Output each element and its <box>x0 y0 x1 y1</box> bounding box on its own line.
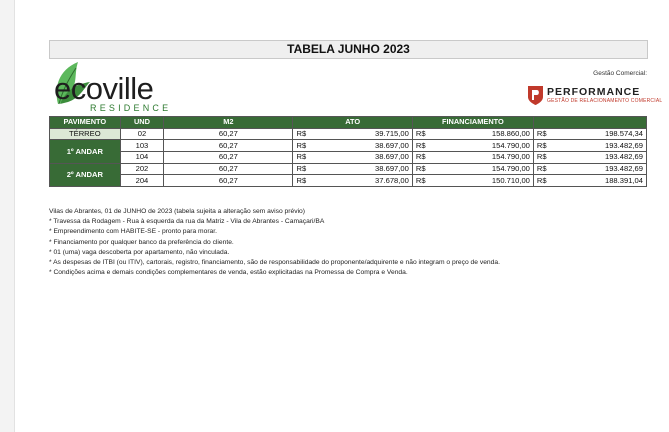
currency-symbol: R$ <box>533 152 553 164</box>
header-und: UND <box>120 117 164 129</box>
commercial-label: Gestão Comercial: <box>593 70 647 77</box>
header-total <box>533 117 646 129</box>
currency-symbol: R$ <box>412 140 432 152</box>
cell-und: 104 <box>120 152 164 164</box>
currency-symbol: R$ <box>412 128 432 140</box>
cell-total: 188.391,04 <box>554 175 647 187</box>
currency-symbol: R$ <box>293 175 313 187</box>
currency-symbol: R$ <box>412 152 432 164</box>
cell-und: 204 <box>120 175 164 187</box>
table-row <box>50 128 647 140</box>
currency-symbol: R$ <box>293 163 313 175</box>
performance-tagline: GESTÃO DE RELACIONAMENTO COMERCIAL <box>547 98 663 104</box>
cell-m2: 60,27 <box>164 175 293 187</box>
header-m2: M2 <box>164 117 293 129</box>
cell-total: 198.574,34 <box>554 128 647 140</box>
cell-ato: 38.697,00 <box>313 140 412 152</box>
cell-ato: 39.715,00 <box>313 128 412 140</box>
table-row <box>50 175 647 187</box>
performance-logo <box>527 84 663 108</box>
cell-ato: 38.697,00 <box>313 152 412 164</box>
page-title: TABELA JUNHO 2023 <box>49 40 648 59</box>
floor-1-andar: 1º ANDAR <box>50 140 121 163</box>
currency-symbol: R$ <box>533 128 553 140</box>
cell-und: 103 <box>120 140 164 152</box>
currency-symbol: R$ <box>533 140 553 152</box>
table-row <box>50 152 647 164</box>
cell-ato: 37.678,00 <box>313 175 412 187</box>
note-conditions: * Condições acima e demais condições complementares de venda, estão explicitadas na Promessa de Compra e Venda. <box>49 269 408 277</box>
cell-m2: 60,27 <box>164 140 293 152</box>
cell-financiamento: 154.790,00 <box>433 163 534 175</box>
currency-symbol: R$ <box>412 175 432 187</box>
currency-symbol: R$ <box>412 163 432 175</box>
cell-total: 193.482,69 <box>554 163 647 175</box>
header-financiamento: FINANCIAMENTO <box>412 117 533 129</box>
table-row <box>50 163 647 175</box>
header-pavimento: PAVIMENTO <box>50 117 121 129</box>
table-header-row <box>50 117 647 129</box>
performance-name: PERFORMANCE <box>547 86 641 98</box>
notes-section <box>49 207 500 278</box>
cell-und: 202 <box>120 163 164 175</box>
cell-financiamento: 150.710,00 <box>433 175 534 187</box>
note-address: * Travessa da Rodagem - Rua à esquerda da rua da Matriz - Vila de Abrantes - Camaçari/BA <box>49 218 325 226</box>
cell-und: 02 <box>120 128 164 140</box>
cell-financiamento: 154.790,00 <box>433 140 534 152</box>
ecoville-logo <box>52 60 172 112</box>
header-ato: ATO <box>293 117 412 129</box>
currency-symbol: R$ <box>533 175 553 187</box>
note-expenses: * As despesas de ITBI (ou ITIV), cartorais, registro, financiamento, são de responsabilidade do proponente/adquirente e não integram o preço de venda. <box>49 259 500 267</box>
cell-m2: 60,27 <box>164 163 293 175</box>
table-row <box>50 140 647 152</box>
cell-m2: 60,27 <box>164 128 293 140</box>
currency-symbol: R$ <box>293 140 313 152</box>
cell-total: 193.482,69 <box>554 140 647 152</box>
note-habite-se: * Empreendimento com HABITE-SE - pronto para morar. <box>49 228 217 236</box>
note-parking: * 01 (uma) vaga descoberta por apartamento, não vinculada. <box>49 248 230 256</box>
shield-icon <box>527 85 544 106</box>
cell-ato: 38.697,00 <box>313 163 412 175</box>
floor-2-andar: 2º ANDAR <box>50 163 121 186</box>
cell-total: 193.482,69 <box>554 152 647 164</box>
floor-terreo: TÉRREO <box>50 128 121 140</box>
cell-financiamento: 154.790,00 <box>433 152 534 164</box>
note-date: Vilas de Abrantes, 01 de JUNHO de 2023 (tabela sujeita a alteração sem aviso prévio) <box>49 208 306 215</box>
price-table <box>49 116 647 187</box>
note-financing: * Financiamento por qualquer banco da preferência do cliente. <box>49 238 234 246</box>
brand-subtitle: RESIDENCE <box>90 103 172 113</box>
brand-name: ecoville <box>54 71 154 106</box>
page-gutter <box>0 0 15 432</box>
cell-m2: 60,27 <box>164 152 293 164</box>
currency-symbol: R$ <box>533 163 553 175</box>
cell-financiamento: 158.860,00 <box>433 128 534 140</box>
currency-symbol: R$ <box>293 152 313 164</box>
currency-symbol: R$ <box>293 128 313 140</box>
